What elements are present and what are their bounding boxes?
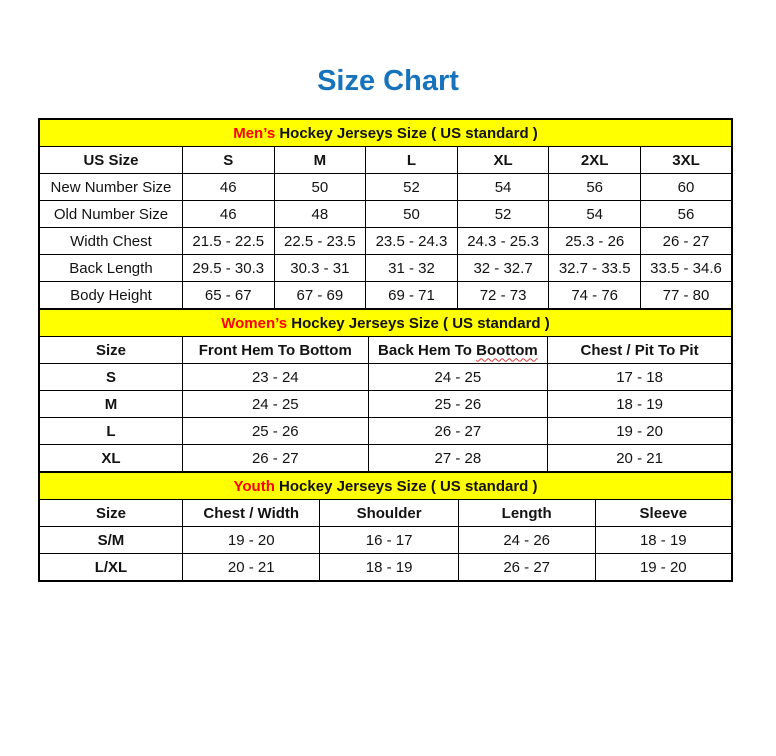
womens-size-table bbox=[38, 308, 733, 473]
mens-value-cell: 24.3 - 25.3 bbox=[457, 228, 549, 255]
mens-value-cell: 77 - 80 bbox=[640, 282, 732, 310]
mens-column-header: 2XL bbox=[549, 147, 641, 174]
mens-value-cell: 26 - 27 bbox=[640, 228, 732, 255]
youth-value-cell: 26 - 27 bbox=[458, 554, 595, 582]
womens-row-label: L bbox=[39, 418, 182, 445]
mens-section-title-accent: Men’s bbox=[233, 124, 276, 142]
mens-value-cell: 50 bbox=[274, 174, 366, 201]
womens-row-label: XL bbox=[39, 445, 182, 473]
mens-row-label: New Number Size bbox=[39, 174, 182, 201]
youth-column-header: Chest / Width bbox=[182, 500, 320, 527]
youth-section-band bbox=[39, 472, 732, 500]
mens-value-cell: 69 - 71 bbox=[366, 282, 458, 310]
womens-value-cell: 23 - 24 bbox=[182, 364, 368, 391]
mens-column-header: US Size bbox=[39, 147, 182, 174]
mens-column-header: XL bbox=[457, 147, 549, 174]
mens-value-cell: 46 bbox=[182, 201, 274, 228]
youth-column-header: Size bbox=[39, 500, 182, 527]
youth-section-title bbox=[39, 472, 732, 500]
mens-column-header: S bbox=[182, 147, 274, 174]
youth-value-cell: 19 - 20 bbox=[595, 554, 732, 582]
youth-section-title-rest: Hockey Jerseys Size ( US standard ) bbox=[274, 477, 538, 495]
size-chart-container bbox=[38, 118, 733, 582]
womens-section-title bbox=[39, 309, 732, 337]
mens-column-header: 3XL bbox=[640, 147, 732, 174]
mens-value-cell: 31 - 32 bbox=[366, 255, 458, 282]
mens-section-band bbox=[39, 119, 732, 147]
womens-row bbox=[39, 445, 732, 473]
mens-row-label: Back Length bbox=[39, 255, 182, 282]
mens-value-cell: 60 bbox=[640, 174, 732, 201]
womens-column-header: Front Hem To Bottom bbox=[182, 337, 368, 364]
mens-value-cell: 32.7 - 33.5 bbox=[549, 255, 641, 282]
womens-column-header: Chest / Pit To Pit bbox=[548, 337, 732, 364]
mens-row bbox=[39, 201, 732, 228]
womens-row bbox=[39, 391, 732, 418]
womens-row bbox=[39, 364, 732, 391]
womens-value-cell: 18 - 19 bbox=[548, 391, 732, 418]
mens-value-cell: 74 - 76 bbox=[549, 282, 641, 310]
womens-section-band bbox=[39, 309, 732, 337]
mens-value-cell: 50 bbox=[366, 201, 458, 228]
youth-row-label: L/XL bbox=[39, 554, 182, 582]
mens-value-cell: 25.3 - 26 bbox=[549, 228, 641, 255]
mens-value-cell: 56 bbox=[640, 201, 732, 228]
mens-section-title-rest: Hockey Jerseys Size ( US standard ) bbox=[275, 124, 538, 142]
youth-column-header: Shoulder bbox=[320, 500, 458, 527]
youth-value-cell: 16 - 17 bbox=[320, 527, 458, 554]
mens-row-label: Old Number Size bbox=[39, 201, 182, 228]
womens-column-header: Size bbox=[39, 337, 182, 364]
mens-value-cell: 54 bbox=[549, 201, 641, 228]
mens-value-cell: 48 bbox=[274, 201, 366, 228]
mens-row-label: Width Chest bbox=[39, 228, 182, 255]
page-title: Size Chart bbox=[317, 65, 459, 97]
womens-section-title-rest: Hockey Jerseys Size ( US standard ) bbox=[287, 314, 550, 332]
mens-row bbox=[39, 282, 732, 310]
mens-value-cell: 21.5 - 22.5 bbox=[182, 228, 274, 255]
mens-value-cell: 22.5 - 23.5 bbox=[274, 228, 366, 255]
youth-value-cell: 18 - 19 bbox=[320, 554, 458, 582]
womens-value-cell: 20 - 21 bbox=[548, 445, 732, 473]
youth-value-cell: 20 - 21 bbox=[182, 554, 320, 582]
youth-row-label: S/M bbox=[39, 527, 182, 554]
mens-value-cell: 72 - 73 bbox=[457, 282, 549, 310]
mens-row bbox=[39, 174, 732, 201]
mens-value-cell: 52 bbox=[457, 201, 549, 228]
youth-value-cell: 24 - 26 bbox=[458, 527, 595, 554]
youth-section-title-accent: Youth bbox=[233, 477, 275, 495]
womens-row bbox=[39, 418, 732, 445]
mens-size-table bbox=[38, 118, 733, 310]
mens-value-cell: 67 - 69 bbox=[274, 282, 366, 310]
mens-row bbox=[39, 228, 732, 255]
womens-value-cell: 26 - 27 bbox=[368, 418, 547, 445]
womens-value-cell: 25 - 26 bbox=[182, 418, 368, 445]
womens-value-cell: 26 - 27 bbox=[182, 445, 368, 473]
womens-section-title-accent: Women’s bbox=[221, 314, 288, 332]
youth-value-cell: 19 - 20 bbox=[182, 527, 320, 554]
youth-row bbox=[39, 527, 732, 554]
mens-row-label: Body Height bbox=[39, 282, 182, 310]
mens-row bbox=[39, 255, 732, 282]
mens-column-header: L bbox=[366, 147, 458, 174]
mens-header-row bbox=[39, 147, 732, 174]
youth-column-header: Length bbox=[458, 500, 595, 527]
womens-value-cell: 24 - 25 bbox=[368, 364, 547, 391]
womens-row-label: S bbox=[39, 364, 182, 391]
womens-header-row bbox=[39, 337, 732, 364]
womens-value-cell: 27 - 28 bbox=[368, 445, 547, 473]
womens-column-header: Back Hem To Boottom bbox=[368, 337, 547, 364]
mens-value-cell: 46 bbox=[182, 174, 274, 201]
womens-value-cell: 24 - 25 bbox=[182, 391, 368, 418]
mens-value-cell: 52 bbox=[366, 174, 458, 201]
mens-value-cell: 56 bbox=[549, 174, 641, 201]
youth-size-table bbox=[38, 471, 733, 582]
mens-value-cell: 30.3 - 31 bbox=[274, 255, 366, 282]
misspelled-word: Boottom bbox=[476, 341, 538, 359]
womens-value-cell: 19 - 20 bbox=[548, 418, 732, 445]
youth-header-row bbox=[39, 500, 732, 527]
mens-value-cell: 54 bbox=[457, 174, 549, 201]
womens-value-cell: 25 - 26 bbox=[368, 391, 547, 418]
youth-value-cell: 18 - 19 bbox=[595, 527, 732, 554]
womens-value-cell: 17 - 18 bbox=[548, 364, 732, 391]
youth-row bbox=[39, 554, 732, 582]
mens-value-cell: 29.5 - 30.3 bbox=[182, 255, 274, 282]
mens-section-title bbox=[39, 119, 732, 147]
mens-value-cell: 65 - 67 bbox=[182, 282, 274, 310]
womens-row-label: M bbox=[39, 391, 182, 418]
mens-value-cell: 33.5 - 34.6 bbox=[640, 255, 732, 282]
mens-value-cell: 32 - 32.7 bbox=[457, 255, 549, 282]
youth-column-header: Sleeve bbox=[595, 500, 732, 527]
mens-column-header: M bbox=[274, 147, 366, 174]
mens-value-cell: 23.5 - 24.3 bbox=[366, 228, 458, 255]
